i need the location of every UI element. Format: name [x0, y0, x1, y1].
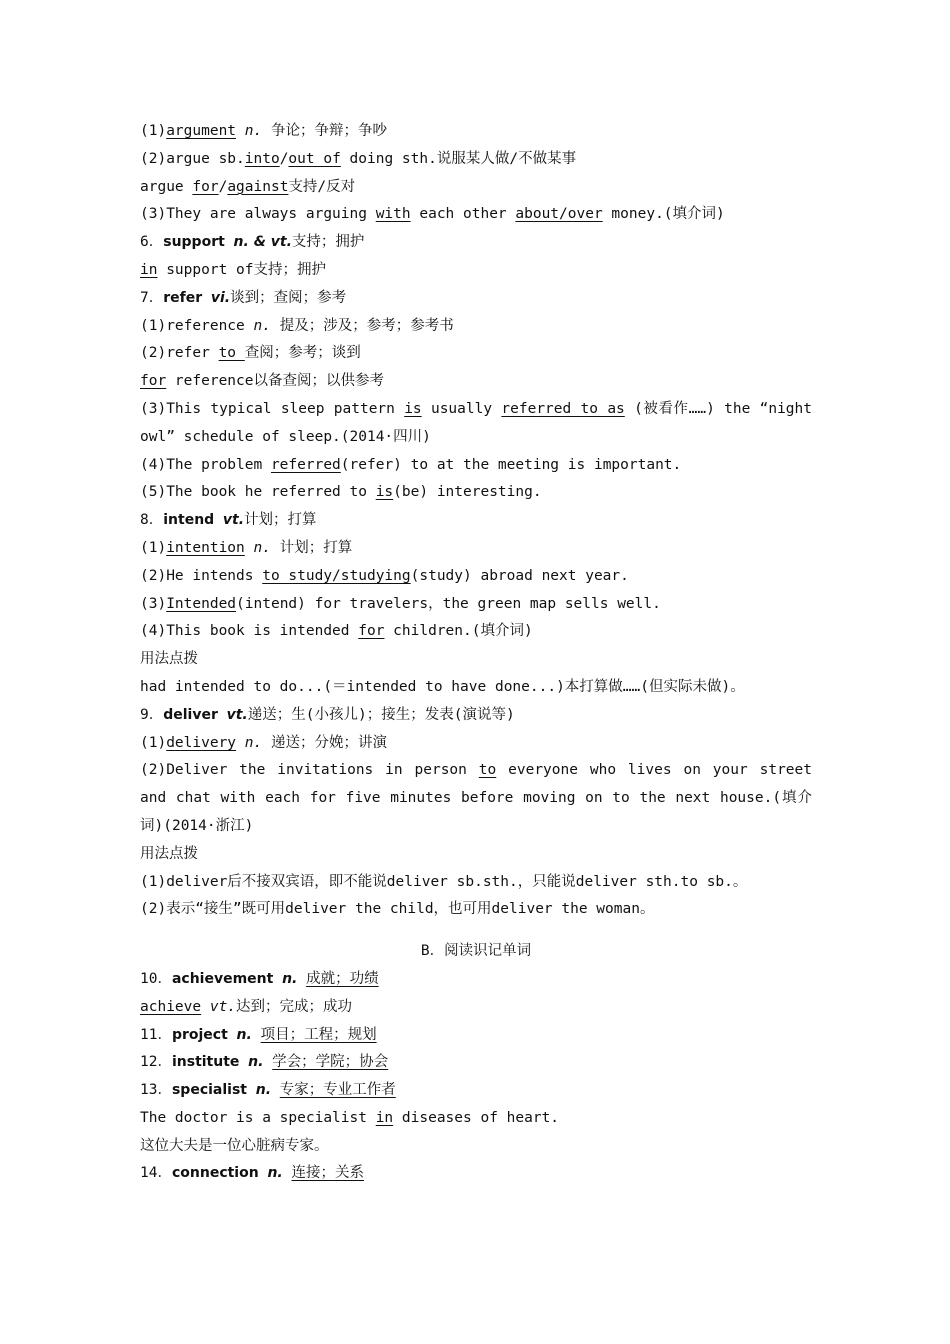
- answer-blank: argument: [166, 123, 237, 139]
- answer-blank: 成就；功绩: [306, 970, 379, 987]
- part-of-speech: n.: [253, 539, 271, 556]
- headword: refer: [163, 289, 203, 306]
- answer-blank: intention: [166, 539, 245, 556]
- text-span: (3): [140, 595, 167, 612]
- text-span: 支持/反对: [288, 178, 356, 195]
- vocab-heading: [140, 966, 812, 994]
- answer-blank: to: [478, 762, 497, 779]
- part-of-speech: n.: [244, 123, 263, 139]
- item-number: 9．: [140, 706, 164, 723]
- text-span: [236, 123, 245, 139]
- headword: project: [171, 1026, 228, 1043]
- usage-note: (2)表示“接生”既可用deliver the child，也可用deliver the woman。: [140, 901, 655, 918]
- answer-blank: into: [244, 150, 280, 167]
- item-number: 12．: [140, 1054, 172, 1071]
- answer-blank: 连接；关系: [291, 1165, 364, 1182]
- text-span: /: [279, 150, 289, 167]
- text-span: The doctor is a specialist: [140, 1109, 376, 1126]
- text-span: (1): [140, 539, 167, 556]
- answer-blank: is: [375, 484, 394, 501]
- text-span: [218, 707, 227, 723]
- text-span: [201, 999, 210, 1015]
- text-line: [140, 994, 812, 1022]
- text-span: [247, 1082, 256, 1098]
- vocab-heading: [140, 1022, 812, 1050]
- text-span: usually: [421, 400, 502, 417]
- text-span: [228, 1027, 237, 1043]
- text-span: [273, 971, 282, 987]
- part-of-speech: n.: [255, 1082, 272, 1099]
- item-number: 11．: [140, 1026, 172, 1043]
- text-line: [140, 730, 812, 758]
- text-span: /: [218, 178, 228, 195]
- text-line: [140, 257, 812, 285]
- text-span: each other: [410, 206, 516, 223]
- text-span: (2)Deliver the invitations in person: [140, 762, 479, 779]
- text-line: [140, 757, 821, 840]
- answer-blank: about/over: [515, 206, 603, 223]
- headword: institute: [171, 1054, 240, 1071]
- text-span: [297, 971, 306, 987]
- text-line: [140, 368, 812, 396]
- item-number: 7．: [140, 289, 164, 306]
- text-span: (be) interesting.: [393, 484, 542, 501]
- text-line: [140, 201, 812, 229]
- answer-blank: out of: [288, 150, 341, 167]
- vocab-heading: [140, 702, 812, 730]
- item-number: 6．: [140, 234, 164, 251]
- answer-blank: to study/studying: [262, 567, 411, 584]
- item-number: 14．: [140, 1165, 172, 1182]
- item-number: 13．: [140, 1082, 172, 1099]
- answer-blank: for: [140, 373, 167, 390]
- vocab-heading: [140, 229, 812, 257]
- answer-blank: 项目；工程；规划: [260, 1026, 377, 1043]
- text-span: (2)He intends: [140, 567, 263, 584]
- part-of-speech: n.: [244, 734, 263, 751]
- answer-blank: to: [218, 345, 245, 362]
- item-number: 8．: [140, 512, 164, 529]
- definition: 支持；拥护: [291, 234, 365, 251]
- vocab-heading: [140, 1077, 812, 1105]
- answer-blank: achieve: [140, 998, 202, 1015]
- text-span: [263, 1054, 272, 1070]
- part-of-speech: vt.: [209, 998, 237, 1015]
- text-span: everyone who lives on your street and chat with each for five minutes before moving on to the next house.(填介词)(2014·浙江): [140, 762, 821, 834]
- text-span: 计划；打算: [270, 539, 353, 556]
- vocab-heading: [140, 1049, 812, 1077]
- answer-blank: delivery: [166, 734, 237, 751]
- text-line: [140, 591, 812, 619]
- text-line: [140, 535, 812, 563]
- text-line: [140, 340, 812, 368]
- answer-blank: 专家；专业工作者: [279, 1082, 396, 1099]
- text-span: [236, 735, 245, 751]
- text-span: argue: [140, 178, 193, 195]
- text-line: [140, 618, 812, 646]
- text-span: children.(填介词): [384, 623, 533, 640]
- document-page: [140, 118, 821, 1188]
- text-span: [271, 1082, 280, 1098]
- text-span: diseases of heart.: [393, 1109, 560, 1126]
- answer-blank: Intended: [166, 595, 237, 612]
- text-span: [225, 234, 234, 250]
- part-of-speech: n.: [248, 1054, 264, 1071]
- vocab-heading: [140, 285, 812, 313]
- headword: achievement: [171, 970, 274, 987]
- section-gap: [140, 924, 812, 938]
- text-span: (1): [140, 123, 167, 139]
- answer-blank: for: [358, 623, 385, 640]
- translation-line: 这位大夫是一位心脏病专家。: [140, 1137, 329, 1154]
- text-line: [140, 174, 812, 202]
- part-of-speech: n.: [236, 1026, 252, 1043]
- text-span: [202, 290, 211, 306]
- usage-note: (1)deliver后不接双宾语，即不能说deliver sb.sth.，只能说deliver sth.to sb.。: [140, 873, 748, 890]
- text-span: (2)argue sb.: [140, 150, 245, 167]
- headword: deliver: [163, 706, 218, 723]
- text-span: 提及；涉及；参考；参考书: [270, 317, 454, 334]
- answer-blank: 学会；学院；协会: [272, 1054, 389, 1071]
- headword: specialist: [171, 1082, 247, 1099]
- text-span: 递送；分娩；讲演: [262, 734, 387, 751]
- part-of-speech: vi.: [210, 289, 231, 306]
- text-span: (3)They are always arguing: [140, 206, 376, 223]
- text-line: [140, 563, 812, 591]
- text-span: [252, 1027, 261, 1043]
- definition: 谈到；查阅；参考: [230, 289, 347, 306]
- part-of-speech: vt.: [226, 706, 248, 723]
- headword: connection: [171, 1165, 259, 1182]
- answer-blank: in: [140, 261, 158, 278]
- item-number: 10．: [140, 970, 172, 987]
- answer-blank: in: [375, 1109, 394, 1126]
- text-span: (2)refer: [140, 345, 219, 362]
- part-of-speech: n. & vt.: [233, 234, 292, 251]
- part-of-speech: vt.: [222, 512, 245, 529]
- text-span: [245, 540, 254, 556]
- answer-blank: against: [227, 178, 289, 195]
- text-line: [140, 452, 812, 480]
- answer-blank: for: [192, 178, 219, 195]
- text-span: 达到；完成；成功: [236, 998, 353, 1015]
- headword: support: [163, 234, 225, 251]
- text-line: [140, 1105, 812, 1133]
- text-span: [214, 512, 223, 528]
- part-of-speech: n.: [282, 970, 298, 987]
- text-line: [140, 396, 821, 452]
- text-span: (被看作……) the “night owl” schedule of sleep.(2014·四川): [140, 400, 821, 445]
- section-title: B．阅读识记单词: [420, 943, 532, 960]
- text-span: 查阅；参考；谈到: [244, 345, 361, 362]
- text-line: [140, 118, 812, 146]
- usage-note: had intended to do...(＝intended to have done...)本打算做……(但实际未做)。: [140, 678, 745, 695]
- answer-blank: is: [404, 400, 422, 417]
- text-line: [140, 479, 812, 507]
- vocab-heading: [140, 1160, 812, 1188]
- headword: intend: [163, 512, 215, 529]
- text-span: support of支持；拥护: [157, 261, 326, 278]
- definition: 递送；生(小孩儿)；接生；发表(演说等): [247, 706, 515, 723]
- vocab-heading: [140, 507, 812, 535]
- text-span: (4)This book is intended: [140, 623, 359, 640]
- text-span: (1): [140, 734, 167, 751]
- answer-blank: referred: [270, 456, 341, 473]
- usage-note-heading: 用法点拨: [140, 845, 198, 862]
- text-span: (study) abroad next year.: [410, 567, 629, 584]
- text-span: (5)The book he referred to: [140, 484, 376, 501]
- answer-blank: referred to as: [501, 400, 625, 417]
- usage-note-heading: 用法点拨: [140, 651, 198, 668]
- text-span: (4)The problem: [140, 456, 271, 473]
- text-span: (intend) for travelers，the green map sells well.: [236, 595, 661, 612]
- definition: 计划；打算: [244, 512, 317, 529]
- text-span: money.(填介词): [602, 206, 725, 223]
- part-of-speech: n.: [253, 317, 271, 334]
- text-span: reference以备查阅；以供参考: [166, 373, 384, 390]
- text-span: (1)reference: [140, 317, 254, 334]
- text-line: [140, 146, 812, 174]
- part-of-speech: n.: [267, 1165, 283, 1182]
- answer-blank: with: [375, 206, 411, 223]
- text-span: (refer) to at the meeting is important.: [340, 456, 682, 473]
- text-span: doing sth.说服某人做/不做某事: [340, 150, 577, 167]
- text-span: 争论；争辩；争吵: [262, 123, 387, 139]
- text-span: [239, 1054, 248, 1070]
- text-line: [140, 313, 812, 341]
- text-span: (3)This typical sleep pattern: [140, 400, 405, 417]
